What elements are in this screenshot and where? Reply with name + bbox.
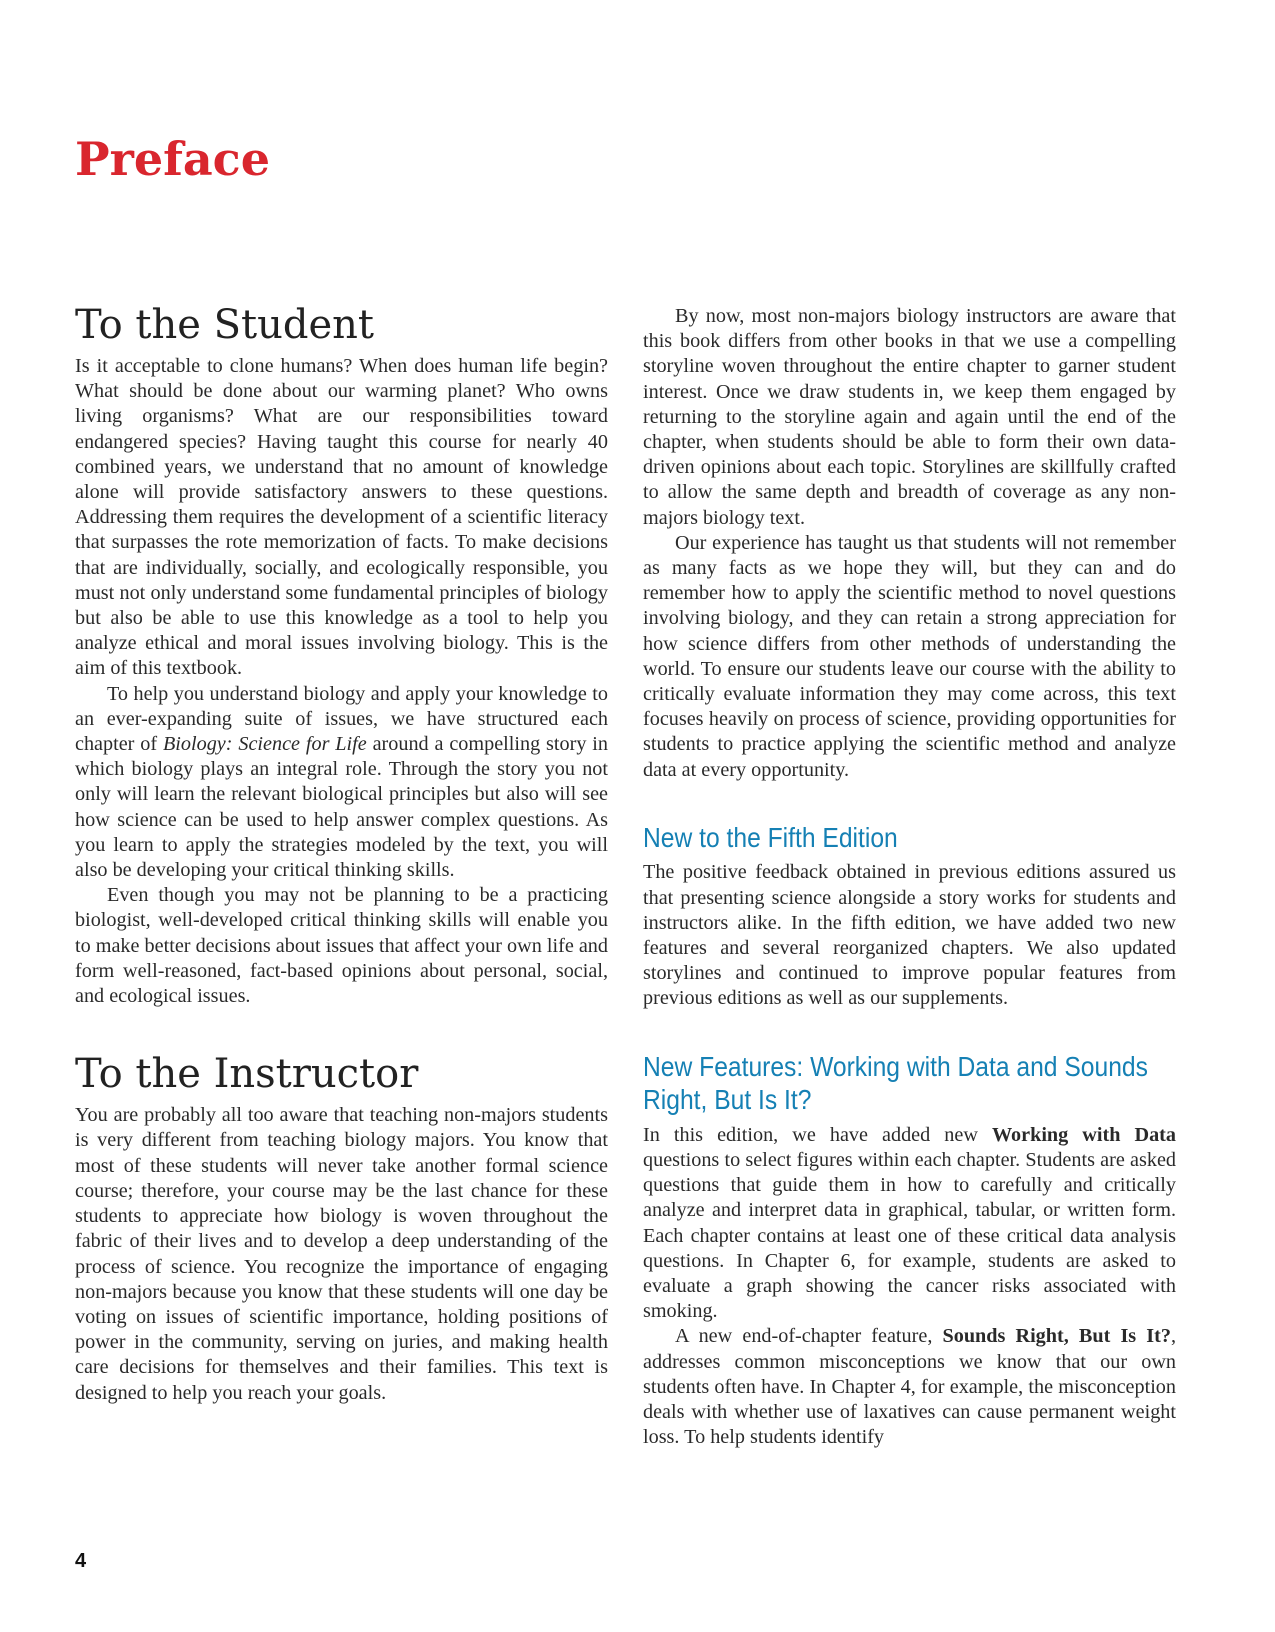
new-features-heading: New Features: Working with Data and Sounds Right, But Is It? (643, 1050, 1148, 1116)
student-paragraph-2 (75, 682, 608, 884)
student-p2-text-a: To help you understand biology and apply your knowledge to an ever-expanding suite of issues, we have structured each chapter of (75, 682, 608, 756)
new-features-paragraph-1 (643, 1123, 1176, 1325)
instructor-paragraph-2: By now, most non-majors biology instructors are aware that this book differs from other books in that we use a compelling storyline woven throughout the entire chapter to garner student interest. Once we draw students in, we keep them engaged by returning to the storyline again and again until the end of the chapter, when students should be able to form their own data-driven opinions about each topic. Storylines are skillfully crafted to allow the same depth and breadth of coverage as any non-majors biology text. (643, 305, 1176, 529)
page-number: 4 (75, 1550, 87, 1572)
sounds-right-label: Sounds Right, But Is It? (942, 1325, 1171, 1348)
features-p2-text-a: A new end-of-chapter feature, (675, 1325, 943, 1348)
features-p1-text-a: In this edition, we have added new (643, 1123, 992, 1146)
features-p1-text-b: questions to select figures within each chapter. Students are asked questions that guide them in how to carefully and critically analyze and interpret data in graphical, tabular, or written form. Each chapter contains at least one of these critical data analysis questions. In Chapter 6, for example, students are asked to evaluate a graph showing the cancer risks associated with smoking. (643, 1149, 1176, 1323)
new-fifth-edition-heading: New to the Fifth Edition (643, 821, 898, 853)
working-with-data-label: Working with Data (991, 1123, 1176, 1146)
book-title: Biology: Science for Life (162, 733, 367, 756)
instructor-paragraph-3: Our experience has taught us that students will not remember as many facts as we hope they will, but they can and do remember how to apply the scientific method to novel questions involving biology, and they can retain a strong appreciation for how science differs from other methods of understanding the world. To ensure our students leave our course with the ability to critically evaluate information they may come across, this text focuses heavily on process of science, providing opportunities for students to practice applying the scientific method and analyze data at every opportunity. (643, 531, 1176, 781)
page-title: Preface (75, 132, 270, 186)
new-fifth-paragraph: The positive feedback obtained in previous editions assured us that presenting science alongside a story works for students and instructors alike. In the fifth edition, we have added two new features and several reorganized chapters. We also updated storylines and continued to improve popular features from previous editions as well as our supplements. (643, 861, 1176, 1010)
new-features-paragraph-2 (643, 1324, 1176, 1450)
student-p2-text-b: around a compelling story in which biology plays an integral role. Through the story you not only will learn the relevant biological principles but also will see how science can be used to help answer complex questions. As you learn to apply the strategies modeled by the text, you will also be developing your critical thinking skills. (75, 733, 608, 882)
to-the-instructor-heading: To the Instructor (75, 1051, 419, 1098)
instructor-paragraph-1: You are probably all too aware that teaching non-majors students is very different from teaching biology majors. You know that most of these students will never take another formal science course; therefore, your course may be the last chance for these students to appreciate how biology is woven throughout the fabric of their lives and to develop a deep understanding of the process of science. You recognize the importance of engaging non-majors because you know that these students will one day be voting on issues of scientific importance, holding positions of power in the community, serving on juries, and making health care decisions for themselves and their families. This text is designed to help you reach your goals. (75, 1104, 608, 1404)
right-column (643, 304, 1176, 1451)
to-the-student-heading: To the Student (75, 302, 374, 348)
left-column (75, 302, 608, 1406)
student-paragraph-3: Even though you may not be planning to be a practicing biologist, well-developed critical thinking skills will enable you to make better decisions about issues that affect your own life and form well-reasoned, fact-based opinions about personal, social, and ecological issues. (75, 884, 608, 1008)
features-p2-text-b: , addresses common misconceptions we know that our own students often have. In Chapter 4, for example, the misconception deals with whether use of laxatives can cause permanent weight loss. To help students identify (643, 1325, 1176, 1449)
student-paragraph-1: Is it acceptable to clone humans? When does human life begin? What should be done about our warming planet? Who owns living organisms? What are our responsibilities toward endangered species? Having taught this course for nearly 40 combined years, we understand that no amount of knowledge alone will provide satisfactory answers to these questions. Addressing them requires the development of a scientific literacy that surpasses the rote memorization of facts. To make decisions that are individually, socially, and ecologically responsible, you must not only understand some fundamental principles of biology but also be able to use this knowledge as a tool to help you analyze ethical and moral issues involving biology. This is the aim of this textbook. (75, 355, 608, 680)
